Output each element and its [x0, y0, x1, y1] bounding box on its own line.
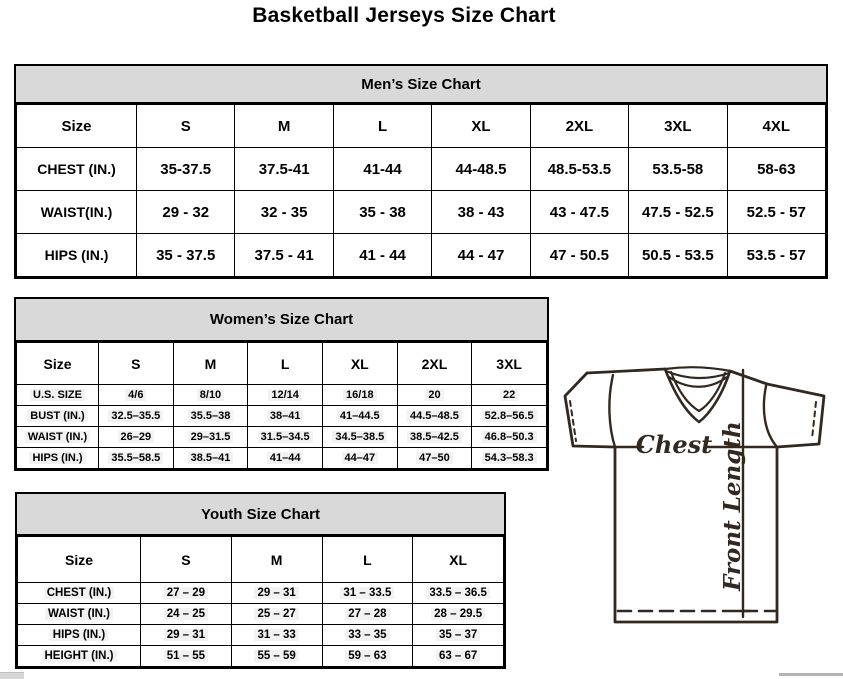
value-cell: 25 – 27: [231, 604, 322, 625]
value-cell: 47.5 - 52.5: [629, 191, 727, 234]
column-header-row: [17, 105, 826, 148]
value-cell: 38.5–42.5: [397, 427, 472, 448]
value-cell: 53.5-58: [629, 148, 727, 191]
column-header-cell: L: [333, 105, 431, 148]
value-cell: 29–31.5: [173, 427, 248, 448]
value-cell: 32 - 35: [235, 191, 333, 234]
front-length-label: Front Length: [719, 421, 746, 591]
value-cell: 22: [472, 385, 547, 406]
jersey-body-outline: [587, 369, 777, 622]
jersey-right-seam: [764, 386, 777, 447]
chest-label: Chest: [635, 430, 713, 459]
value-cell: 48.5-53.5: [530, 148, 628, 191]
jersey-diagram-icon: [555, 353, 837, 635]
column-header-cell: M: [231, 537, 322, 583]
row-label-cell: WAIST (IN.): [17, 427, 99, 448]
value-cell: 33.5 – 36.5: [413, 583, 504, 604]
jersey-left-sleeve: [565, 373, 615, 447]
value-cell: 63 – 67: [413, 646, 504, 667]
column-header-row: [18, 537, 504, 583]
table-row: [17, 427, 547, 448]
value-cell: 20: [397, 385, 472, 406]
column-header-cell: 2XL: [530, 105, 628, 148]
table-row: [17, 406, 547, 427]
column-header-cell: XL: [432, 105, 530, 148]
value-cell: 35.5–58.5: [99, 448, 174, 469]
youth-size-table: [17, 536, 504, 667]
value-cell: 44-48.5: [432, 148, 530, 191]
jersey-collar-back-line: [665, 367, 730, 371]
value-cell: 44–47: [322, 448, 397, 469]
page-title: Basketball Jerseys Size Chart: [252, 4, 556, 27]
value-cell: 41 - 44: [333, 234, 431, 277]
value-cell: 58-63: [727, 148, 825, 191]
row-label-cell: CHEST (IN.): [17, 148, 137, 191]
value-cell: 52.8–56.5: [472, 406, 547, 427]
column-header-cell: M: [173, 343, 248, 385]
value-cell: 33 – 35: [322, 625, 413, 646]
women-size-chart: [14, 297, 549, 471]
column-header-cell: S: [99, 343, 174, 385]
scrollbar-fragment-right[interactable]: [779, 673, 843, 676]
value-cell: 47–50: [397, 448, 472, 469]
column-header-cell: 3XL: [472, 343, 547, 385]
value-cell: 29 – 31: [141, 625, 232, 646]
value-cell: 27 – 29: [141, 583, 232, 604]
row-label-cell: HEIGHT (IN.): [18, 646, 141, 667]
value-cell: 44.5–48.5: [397, 406, 472, 427]
value-cell: 31 – 33: [231, 625, 322, 646]
column-header-cell: L: [322, 537, 413, 583]
table-row: [17, 148, 826, 191]
column-header-cell: Size: [17, 343, 99, 385]
value-cell: 35 - 38: [333, 191, 431, 234]
row-label-cell: HIPS (IN.): [17, 448, 99, 469]
column-header-cell: XL: [322, 343, 397, 385]
value-cell: 50.5 - 53.5: [629, 234, 727, 277]
column-header-cell: S: [137, 105, 235, 148]
value-cell: 34.5–38.5: [322, 427, 397, 448]
value-cell: 55 – 59: [231, 646, 322, 667]
value-cell: 46.8–50.3: [472, 427, 547, 448]
women-size-table: [16, 342, 547, 469]
value-cell: 47 - 50.5: [530, 234, 628, 277]
women-chart-title: Women’s Size Chart: [16, 299, 547, 342]
jersey-collar-outer: [665, 369, 730, 422]
row-label-cell: HIPS (IN.): [17, 234, 137, 277]
value-cell: 51 – 55: [141, 646, 232, 667]
value-cell: 4/6: [99, 385, 174, 406]
value-cell: 31 – 33.5: [322, 583, 413, 604]
value-cell: 37.5 - 41: [235, 234, 333, 277]
value-cell: 35 - 37.5: [137, 234, 235, 277]
value-cell: 41-44: [333, 148, 431, 191]
table-row: [18, 604, 504, 625]
table-row: [17, 234, 826, 277]
youth-chart-title: Youth Size Chart: [17, 494, 504, 536]
men-chart-title: Men’s Size Chart: [16, 66, 826, 104]
table-row: [18, 646, 504, 667]
value-cell: 31.5–34.5: [248, 427, 323, 448]
value-cell: 29 – 31: [231, 583, 322, 604]
column-header-cell: Size: [18, 537, 141, 583]
youth-size-chart: [15, 492, 506, 669]
value-cell: 8/10: [173, 385, 248, 406]
value-cell: 12/14: [248, 385, 323, 406]
value-cell: 24 – 25: [141, 604, 232, 625]
column-header-row: [17, 343, 547, 385]
column-header-cell: S: [141, 537, 232, 583]
row-label-cell: WAIST (IN.): [18, 604, 141, 625]
column-header-cell: Size: [17, 105, 137, 148]
row-label-cell: U.S. SIZE: [17, 385, 99, 406]
column-header-cell: L: [248, 343, 323, 385]
table-row: [17, 448, 547, 469]
value-cell: 38 - 43: [432, 191, 530, 234]
row-label-cell: CHEST (IN.): [18, 583, 141, 604]
value-cell: 26–29: [99, 427, 174, 448]
value-cell: 27 – 28: [322, 604, 413, 625]
value-cell: 52.5 - 57: [727, 191, 825, 234]
men-size-table: [16, 104, 826, 277]
value-cell: 53.5 - 57: [727, 234, 825, 277]
column-header-cell: M: [235, 105, 333, 148]
value-cell: 32.5–35.5: [99, 406, 174, 427]
table-row: [18, 625, 504, 646]
jersey-collar-back-arc1: [666, 371, 729, 378]
value-cell: 28 – 29.5: [413, 604, 504, 625]
row-label-cell: WAIST(IN.): [17, 191, 137, 234]
jersey-right-sleeve-dash: [812, 402, 816, 439]
value-cell: 35.5–38: [173, 406, 248, 427]
value-cell: 54.3–58.3: [472, 448, 547, 469]
table-row: [17, 385, 547, 406]
value-cell: 35 – 37: [413, 625, 504, 646]
column-header-cell: 3XL: [629, 105, 727, 148]
value-cell: 38–41: [248, 406, 323, 427]
scrollbar-fragment-left[interactable]: [0, 672, 24, 679]
value-cell: 29 - 32: [137, 191, 235, 234]
value-cell: 41–44.5: [322, 406, 397, 427]
column-header-cell: 2XL: [397, 343, 472, 385]
value-cell: 35-37.5: [137, 148, 235, 191]
value-cell: 38.5–41: [173, 448, 248, 469]
row-label-cell: HIPS (IN.): [18, 625, 141, 646]
table-row: [18, 583, 504, 604]
value-cell: 16/18: [322, 385, 397, 406]
value-cell: 41–44: [248, 448, 323, 469]
value-cell: 44 - 47: [432, 234, 530, 277]
column-header-cell: XL: [413, 537, 504, 583]
value-cell: 37.5-41: [235, 148, 333, 191]
jersey-left-seam: [609, 375, 615, 447]
column-header-cell: 4XL: [727, 105, 825, 148]
value-cell: 43 - 47.5: [530, 191, 628, 234]
value-cell: 59 – 63: [322, 646, 413, 667]
table-row: [17, 191, 826, 234]
men-size-chart: [14, 64, 828, 279]
row-label-cell: BUST (IN.): [17, 406, 99, 427]
